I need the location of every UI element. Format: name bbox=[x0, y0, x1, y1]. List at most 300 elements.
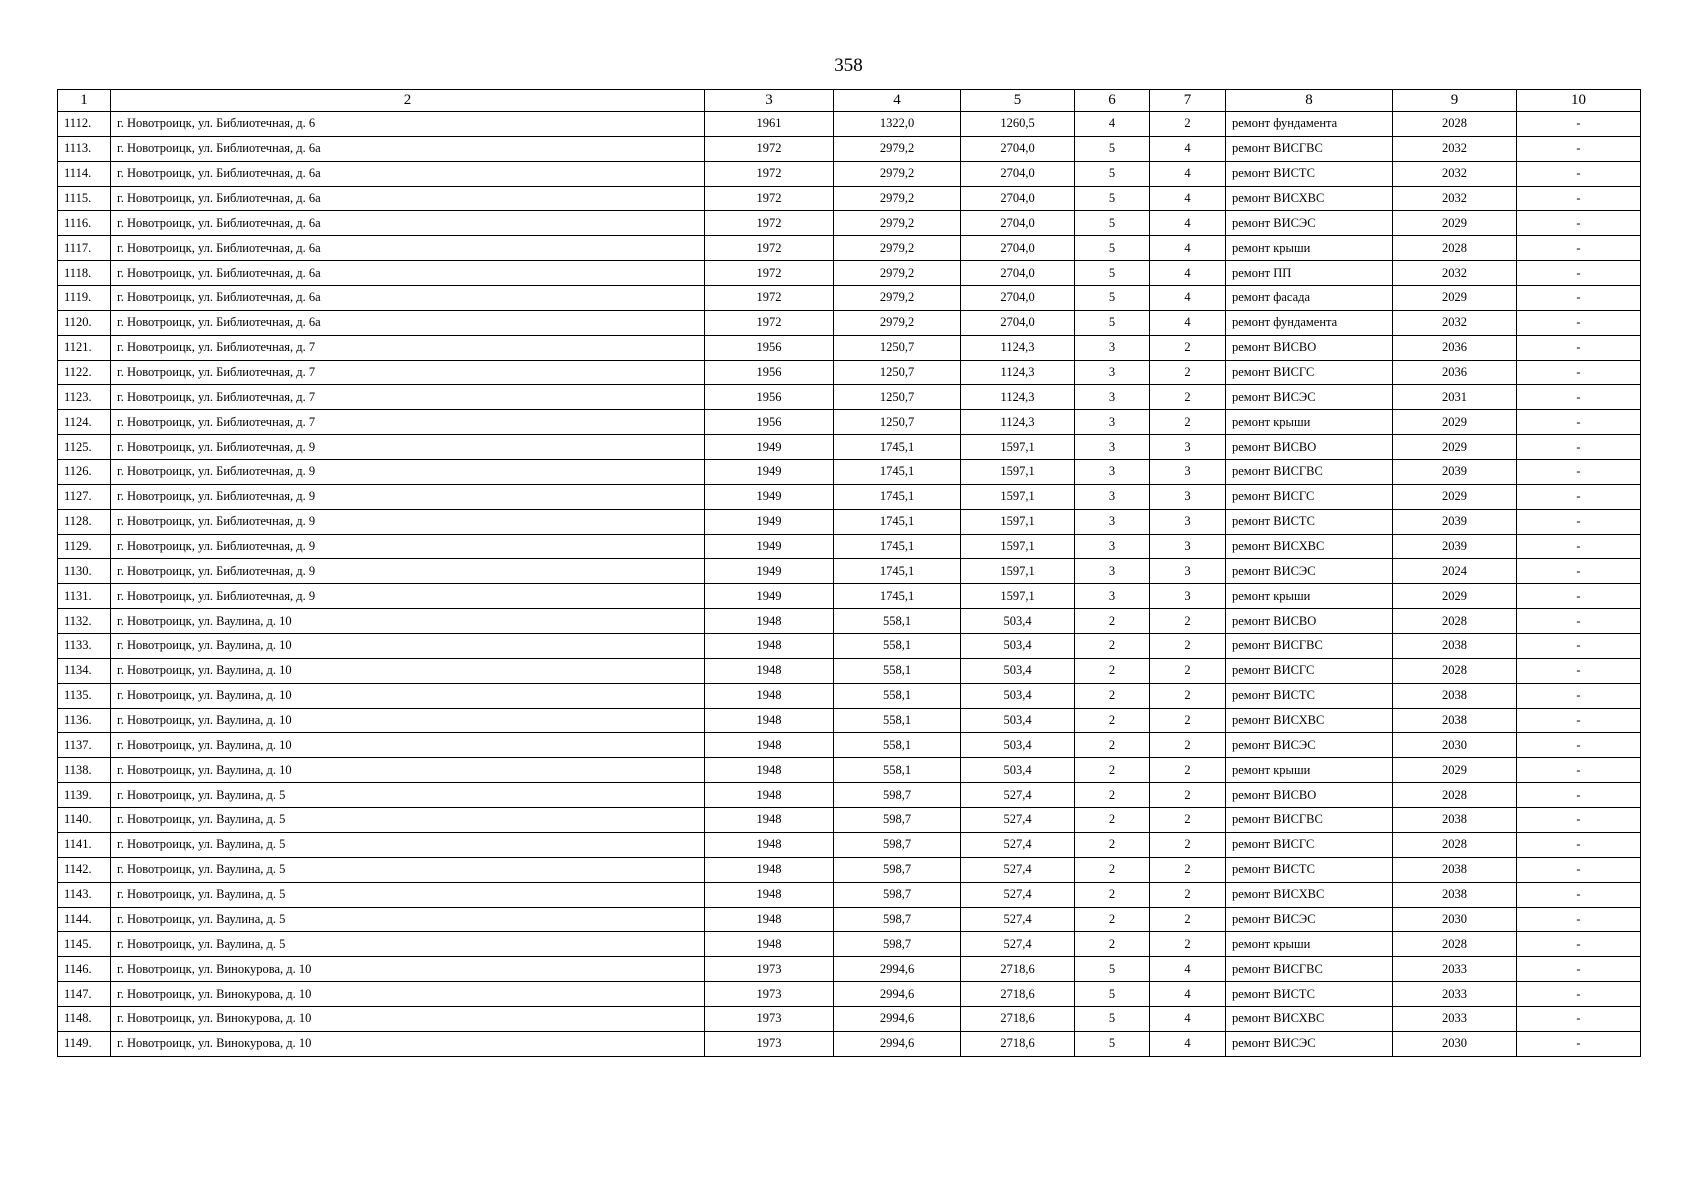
cell-year-built: 1972 bbox=[705, 211, 834, 236]
column-header-10: 10 bbox=[1517, 90, 1641, 112]
cell-year-built: 1948 bbox=[705, 932, 834, 957]
page-number: 358 bbox=[834, 55, 863, 76]
cell-entrances: 3 bbox=[1150, 534, 1226, 559]
table-row bbox=[58, 112, 1641, 137]
cell-total-area: 558,1 bbox=[834, 733, 961, 758]
cell-column-10: - bbox=[1517, 808, 1641, 833]
cell-living-area: 527,4 bbox=[961, 808, 1075, 833]
cell-planned-year: 2029 bbox=[1393, 584, 1517, 609]
cell-entrances: 4 bbox=[1150, 211, 1226, 236]
table-row bbox=[58, 136, 1641, 161]
cell-year-built: 1972 bbox=[705, 236, 834, 261]
cell-column-10: - bbox=[1517, 335, 1641, 360]
cell-total-area: 1250,7 bbox=[834, 410, 961, 435]
cell-year-built: 1972 bbox=[705, 136, 834, 161]
cell-entrances: 2 bbox=[1150, 708, 1226, 733]
table-row bbox=[58, 733, 1641, 758]
cell-row-number: 1112. bbox=[58, 112, 111, 137]
cell-living-area: 503,4 bbox=[961, 634, 1075, 659]
cell-work-type: ремонт ВИСТС bbox=[1226, 161, 1393, 186]
cell-planned-year: 2030 bbox=[1393, 1031, 1517, 1056]
cell-total-area: 2994,6 bbox=[834, 1031, 961, 1056]
cell-entrances: 2 bbox=[1150, 907, 1226, 932]
cell-address: г. Новотроицк, ул. Ваулина, д. 5 bbox=[111, 907, 705, 932]
cell-total-area: 598,7 bbox=[834, 808, 961, 833]
table-row bbox=[58, 310, 1641, 335]
cell-column-10: - bbox=[1517, 261, 1641, 286]
cell-column-10: - bbox=[1517, 857, 1641, 882]
cell-work-type: ремонт ВИСТС bbox=[1226, 509, 1393, 534]
column-header-6: 6 bbox=[1075, 90, 1150, 112]
cell-floors: 2 bbox=[1075, 708, 1150, 733]
cell-address: г. Новотроицк, ул. Библиотечная, д. 6а bbox=[111, 236, 705, 261]
cell-planned-year: 2032 bbox=[1393, 261, 1517, 286]
cell-address: г. Новотроицк, ул. Библиотечная, д. 6а bbox=[111, 211, 705, 236]
cell-work-type: ремонт ВИСХВС bbox=[1226, 186, 1393, 211]
cell-entrances: 2 bbox=[1150, 335, 1226, 360]
cell-column-10: - bbox=[1517, 708, 1641, 733]
cell-floors: 3 bbox=[1075, 534, 1150, 559]
cell-year-built: 1973 bbox=[705, 982, 834, 1007]
cell-address: г. Новотроицк, ул. Винокурова, д. 10 bbox=[111, 1006, 705, 1031]
cell-floors: 3 bbox=[1075, 385, 1150, 410]
cell-planned-year: 2038 bbox=[1393, 808, 1517, 833]
cell-row-number: 1123. bbox=[58, 385, 111, 410]
cell-column-10: - bbox=[1517, 832, 1641, 857]
cell-column-10: - bbox=[1517, 683, 1641, 708]
cell-column-10: - bbox=[1517, 286, 1641, 311]
cell-column-10: - bbox=[1517, 310, 1641, 335]
column-header-4: 4 bbox=[834, 90, 961, 112]
cell-row-number: 1117. bbox=[58, 236, 111, 261]
cell-year-built: 1972 bbox=[705, 186, 834, 211]
cell-entrances: 2 bbox=[1150, 683, 1226, 708]
cell-year-built: 1961 bbox=[705, 112, 834, 137]
cell-year-built: 1948 bbox=[705, 758, 834, 783]
cell-column-10: - bbox=[1517, 534, 1641, 559]
cell-row-number: 1130. bbox=[58, 559, 111, 584]
cell-planned-year: 2032 bbox=[1393, 161, 1517, 186]
cell-total-area: 1250,7 bbox=[834, 360, 961, 385]
cell-living-area: 2704,0 bbox=[961, 236, 1075, 261]
cell-year-built: 1948 bbox=[705, 683, 834, 708]
cell-row-number: 1127. bbox=[58, 484, 111, 509]
cell-row-number: 1113. bbox=[58, 136, 111, 161]
cell-floors: 5 bbox=[1075, 261, 1150, 286]
cell-work-type: ремонт ВИСВО bbox=[1226, 609, 1393, 634]
cell-entrances: 2 bbox=[1150, 832, 1226, 857]
cell-entrances: 2 bbox=[1150, 808, 1226, 833]
cell-planned-year: 2038 bbox=[1393, 634, 1517, 659]
cell-address: г. Новотроицк, ул. Библиотечная, д. 9 bbox=[111, 559, 705, 584]
cell-floors: 2 bbox=[1075, 882, 1150, 907]
cell-year-built: 1949 bbox=[705, 509, 834, 534]
cell-total-area: 558,1 bbox=[834, 658, 961, 683]
cell-year-built: 1972 bbox=[705, 261, 834, 286]
cell-total-area: 1745,1 bbox=[834, 584, 961, 609]
cell-living-area: 2704,0 bbox=[961, 286, 1075, 311]
cell-living-area: 1597,1 bbox=[961, 584, 1075, 609]
cell-floors: 2 bbox=[1075, 857, 1150, 882]
cell-work-type: ремонт ВИСГВС bbox=[1226, 957, 1393, 982]
table-row bbox=[58, 410, 1641, 435]
cell-column-10: - bbox=[1517, 385, 1641, 410]
cell-planned-year: 2029 bbox=[1393, 211, 1517, 236]
cell-address: г. Новотроицк, ул. Ваулина, д. 5 bbox=[111, 808, 705, 833]
table-row bbox=[58, 609, 1641, 634]
cell-floors: 3 bbox=[1075, 410, 1150, 435]
cell-year-built: 1948 bbox=[705, 882, 834, 907]
cell-entrances: 2 bbox=[1150, 112, 1226, 137]
cell-floors: 5 bbox=[1075, 136, 1150, 161]
table-row bbox=[58, 385, 1641, 410]
cell-floors: 3 bbox=[1075, 360, 1150, 385]
cell-planned-year: 2028 bbox=[1393, 236, 1517, 261]
cell-floors: 3 bbox=[1075, 460, 1150, 485]
cell-row-number: 1122. bbox=[58, 360, 111, 385]
cell-total-area: 598,7 bbox=[834, 882, 961, 907]
cell-planned-year: 2029 bbox=[1393, 286, 1517, 311]
cell-row-number: 1128. bbox=[58, 509, 111, 534]
cell-work-type: ремонт фасада bbox=[1226, 286, 1393, 311]
cell-column-10: - bbox=[1517, 236, 1641, 261]
cell-floors: 5 bbox=[1075, 236, 1150, 261]
cell-column-10: - bbox=[1517, 186, 1641, 211]
cell-entrances: 3 bbox=[1150, 460, 1226, 485]
cell-row-number: 1139. bbox=[58, 783, 111, 808]
cell-living-area: 2718,6 bbox=[961, 982, 1075, 1007]
cell-total-area: 2979,2 bbox=[834, 211, 961, 236]
cell-total-area: 1745,1 bbox=[834, 435, 961, 460]
cell-column-10: - bbox=[1517, 609, 1641, 634]
column-header-2: 2 bbox=[111, 90, 705, 112]
cell-entrances: 3 bbox=[1150, 509, 1226, 534]
cell-total-area: 598,7 bbox=[834, 832, 961, 857]
table-row bbox=[58, 484, 1641, 509]
cell-total-area: 558,1 bbox=[834, 609, 961, 634]
cell-year-built: 1956 bbox=[705, 335, 834, 360]
cell-row-number: 1132. bbox=[58, 609, 111, 634]
cell-entrances: 3 bbox=[1150, 559, 1226, 584]
cell-entrances: 2 bbox=[1150, 758, 1226, 783]
cell-address: г. Новотроицк, ул. Ваулина, д. 5 bbox=[111, 857, 705, 882]
table-row bbox=[58, 832, 1641, 857]
cell-work-type: ремонт ВИСХВС bbox=[1226, 534, 1393, 559]
cell-total-area: 558,1 bbox=[834, 708, 961, 733]
cell-address: г. Новотроицк, ул. Библиотечная, д. 7 bbox=[111, 410, 705, 435]
cell-planned-year: 2028 bbox=[1393, 932, 1517, 957]
cell-living-area: 2704,0 bbox=[961, 211, 1075, 236]
cell-planned-year: 2039 bbox=[1393, 534, 1517, 559]
cell-year-built: 1949 bbox=[705, 534, 834, 559]
cell-address: г. Новотроицк, ул. Винокурова, д. 10 bbox=[111, 1031, 705, 1056]
cell-entrances: 4 bbox=[1150, 310, 1226, 335]
cell-floors: 5 bbox=[1075, 1006, 1150, 1031]
cell-address: г. Новотроицк, ул. Библиотечная, д. 7 bbox=[111, 385, 705, 410]
cell-work-type: ремонт крыши bbox=[1226, 410, 1393, 435]
cell-floors: 3 bbox=[1075, 509, 1150, 534]
cell-living-area: 1124,3 bbox=[961, 410, 1075, 435]
cell-work-type: ремонт ВИСХВС bbox=[1226, 1006, 1393, 1031]
cell-entrances: 2 bbox=[1150, 658, 1226, 683]
table-row bbox=[58, 882, 1641, 907]
table-row bbox=[58, 211, 1641, 236]
cell-row-number: 1143. bbox=[58, 882, 111, 907]
cell-planned-year: 2036 bbox=[1393, 335, 1517, 360]
cell-year-built: 1972 bbox=[705, 310, 834, 335]
cell-work-type: ремонт ВИСГВС bbox=[1226, 808, 1393, 833]
cell-floors: 5 bbox=[1075, 310, 1150, 335]
cell-year-built: 1948 bbox=[705, 783, 834, 808]
cell-work-type: ремонт ВИСВО bbox=[1226, 783, 1393, 808]
cell-living-area: 2704,0 bbox=[961, 186, 1075, 211]
cell-address: г. Новотроицк, ул. Ваулина, д. 10 bbox=[111, 634, 705, 659]
table-row bbox=[58, 261, 1641, 286]
table-row bbox=[58, 460, 1641, 485]
cell-planned-year: 2024 bbox=[1393, 559, 1517, 584]
cell-floors: 5 bbox=[1075, 286, 1150, 311]
cell-row-number: 1142. bbox=[58, 857, 111, 882]
cell-row-number: 1118. bbox=[58, 261, 111, 286]
cell-address: г. Новотроицк, ул. Библиотечная, д. 6а bbox=[111, 310, 705, 335]
cell-entrances: 2 bbox=[1150, 857, 1226, 882]
cell-column-10: - bbox=[1517, 932, 1641, 957]
cell-work-type: ремонт ВИСТС bbox=[1226, 857, 1393, 882]
cell-planned-year: 2033 bbox=[1393, 1006, 1517, 1031]
cell-column-10: - bbox=[1517, 484, 1641, 509]
cell-floors: 3 bbox=[1075, 484, 1150, 509]
cell-address: г. Новотроицк, ул. Библиотечная, д. 7 bbox=[111, 360, 705, 385]
cell-address: г. Новотроицк, ул. Винокурова, д. 10 bbox=[111, 957, 705, 982]
cell-living-area: 1597,1 bbox=[961, 435, 1075, 460]
table-row bbox=[58, 758, 1641, 783]
cell-row-number: 1145. bbox=[58, 932, 111, 957]
cell-living-area: 503,4 bbox=[961, 658, 1075, 683]
cell-planned-year: 2038 bbox=[1393, 857, 1517, 882]
cell-address: г. Новотроицк, ул. Библиотечная, д. 9 bbox=[111, 460, 705, 485]
cell-living-area: 527,4 bbox=[961, 907, 1075, 932]
cell-column-10: - bbox=[1517, 982, 1641, 1007]
cell-work-type: ремонт ВИСХВС bbox=[1226, 708, 1393, 733]
cell-planned-year: 2039 bbox=[1393, 509, 1517, 534]
cell-living-area: 2704,0 bbox=[961, 161, 1075, 186]
cell-work-type: ремонт крыши bbox=[1226, 758, 1393, 783]
capital-repair-table bbox=[57, 89, 1641, 1057]
table-row bbox=[58, 658, 1641, 683]
table-row bbox=[58, 435, 1641, 460]
column-header-8: 8 bbox=[1226, 90, 1393, 112]
cell-living-area: 503,4 bbox=[961, 758, 1075, 783]
cell-work-type: ремонт ПП bbox=[1226, 261, 1393, 286]
cell-year-built: 1948 bbox=[705, 832, 834, 857]
cell-address: г. Новотроицк, ул. Ваулина, д. 10 bbox=[111, 609, 705, 634]
cell-entrances: 2 bbox=[1150, 385, 1226, 410]
cell-row-number: 1120. bbox=[58, 310, 111, 335]
cell-work-type: ремонт ВИСТС bbox=[1226, 683, 1393, 708]
cell-address: г. Новотроицк, ул. Ваулина, д. 5 bbox=[111, 932, 705, 957]
cell-total-area: 2979,2 bbox=[834, 161, 961, 186]
cell-year-built: 1972 bbox=[705, 286, 834, 311]
cell-row-number: 1135. bbox=[58, 683, 111, 708]
table-row bbox=[58, 559, 1641, 584]
cell-floors: 2 bbox=[1075, 733, 1150, 758]
cell-entrances: 4 bbox=[1150, 1031, 1226, 1056]
cell-year-built: 1948 bbox=[705, 857, 834, 882]
cell-row-number: 1137. bbox=[58, 733, 111, 758]
cell-column-10: - bbox=[1517, 907, 1641, 932]
cell-entrances: 2 bbox=[1150, 733, 1226, 758]
cell-row-number: 1149. bbox=[58, 1031, 111, 1056]
cell-column-10: - bbox=[1517, 584, 1641, 609]
cell-floors: 2 bbox=[1075, 683, 1150, 708]
cell-row-number: 1147. bbox=[58, 982, 111, 1007]
cell-planned-year: 2031 bbox=[1393, 385, 1517, 410]
cell-address: г. Новотроицк, ул. Ваулина, д. 5 bbox=[111, 832, 705, 857]
column-header-9: 9 bbox=[1393, 90, 1517, 112]
cell-floors: 3 bbox=[1075, 559, 1150, 584]
cell-row-number: 1136. bbox=[58, 708, 111, 733]
cell-work-type: ремонт ВИСГС bbox=[1226, 360, 1393, 385]
cell-work-type: ремонт крыши bbox=[1226, 932, 1393, 957]
cell-living-area: 527,4 bbox=[961, 832, 1075, 857]
cell-column-10: - bbox=[1517, 634, 1641, 659]
cell-living-area: 2718,6 bbox=[961, 1031, 1075, 1056]
cell-entrances: 2 bbox=[1150, 410, 1226, 435]
cell-total-area: 1250,7 bbox=[834, 335, 961, 360]
cell-planned-year: 2028 bbox=[1393, 658, 1517, 683]
cell-total-area: 2994,6 bbox=[834, 957, 961, 982]
cell-row-number: 1140. bbox=[58, 808, 111, 833]
cell-planned-year: 2032 bbox=[1393, 186, 1517, 211]
cell-living-area: 1124,3 bbox=[961, 385, 1075, 410]
cell-total-area: 2979,2 bbox=[834, 186, 961, 211]
cell-total-area: 1745,1 bbox=[834, 534, 961, 559]
header-row bbox=[58, 90, 1641, 112]
cell-column-10: - bbox=[1517, 957, 1641, 982]
cell-total-area: 2979,2 bbox=[834, 286, 961, 311]
table-row bbox=[58, 683, 1641, 708]
cell-address: г. Новотроицк, ул. Винокурова, д. 10 bbox=[111, 982, 705, 1007]
cell-entrances: 4 bbox=[1150, 186, 1226, 211]
cell-year-built: 1948 bbox=[705, 708, 834, 733]
cell-year-built: 1948 bbox=[705, 658, 834, 683]
cell-work-type: ремонт фундамента bbox=[1226, 310, 1393, 335]
cell-entrances: 4 bbox=[1150, 136, 1226, 161]
cell-planned-year: 2039 bbox=[1393, 460, 1517, 485]
cell-living-area: 2704,0 bbox=[961, 310, 1075, 335]
cell-living-area: 2704,0 bbox=[961, 261, 1075, 286]
cell-year-built: 1949 bbox=[705, 484, 834, 509]
cell-total-area: 2994,6 bbox=[834, 982, 961, 1007]
cell-planned-year: 2028 bbox=[1393, 112, 1517, 137]
cell-entrances: 4 bbox=[1150, 236, 1226, 261]
table-row bbox=[58, 360, 1641, 385]
table-row bbox=[58, 982, 1641, 1007]
table-row bbox=[58, 932, 1641, 957]
cell-living-area: 1597,1 bbox=[961, 460, 1075, 485]
cell-total-area: 598,7 bbox=[834, 857, 961, 882]
cell-entrances: 2 bbox=[1150, 882, 1226, 907]
cell-work-type: ремонт ВИСЭС bbox=[1226, 559, 1393, 584]
cell-planned-year: 2038 bbox=[1393, 882, 1517, 907]
cell-floors: 5 bbox=[1075, 186, 1150, 211]
cell-floors: 4 bbox=[1075, 112, 1150, 137]
cell-address: г. Новотроицк, ул. Библиотечная, д. 7 bbox=[111, 335, 705, 360]
cell-floors: 2 bbox=[1075, 783, 1150, 808]
cell-address: г. Новотроицк, ул. Ваулина, д. 10 bbox=[111, 733, 705, 758]
cell-planned-year: 2038 bbox=[1393, 708, 1517, 733]
cell-column-10: - bbox=[1517, 758, 1641, 783]
cell-address: г. Новотроицк, ул. Ваулина, д. 5 bbox=[111, 882, 705, 907]
cell-year-built: 1973 bbox=[705, 1031, 834, 1056]
cell-work-type: ремонт ВИСГС bbox=[1226, 484, 1393, 509]
cell-address: г. Новотроицк, ул. Ваулина, д. 10 bbox=[111, 708, 705, 733]
cell-column-10: - bbox=[1517, 733, 1641, 758]
cell-work-type: ремонт ВИСЭС bbox=[1226, 385, 1393, 410]
cell-row-number: 1116. bbox=[58, 211, 111, 236]
table-row bbox=[58, 161, 1641, 186]
cell-living-area: 1597,1 bbox=[961, 534, 1075, 559]
cell-floors: 2 bbox=[1075, 758, 1150, 783]
table-row bbox=[58, 907, 1641, 932]
cell-year-built: 1949 bbox=[705, 460, 834, 485]
cell-living-area: 1597,1 bbox=[961, 484, 1075, 509]
cell-row-number: 1146. bbox=[58, 957, 111, 982]
cell-row-number: 1126. bbox=[58, 460, 111, 485]
table-body bbox=[58, 112, 1641, 1057]
cell-entrances: 2 bbox=[1150, 932, 1226, 957]
cell-total-area: 598,7 bbox=[834, 907, 961, 932]
column-header-5: 5 bbox=[961, 90, 1075, 112]
table-row bbox=[58, 584, 1641, 609]
cell-entrances: 4 bbox=[1150, 1006, 1226, 1031]
cell-row-number: 1131. bbox=[58, 584, 111, 609]
cell-entrances: 2 bbox=[1150, 783, 1226, 808]
cell-work-type: ремонт ВИСГВС bbox=[1226, 460, 1393, 485]
cell-row-number: 1124. bbox=[58, 410, 111, 435]
cell-total-area: 1745,1 bbox=[834, 509, 961, 534]
cell-row-number: 1121. bbox=[58, 335, 111, 360]
column-header-1: 1 bbox=[58, 90, 111, 112]
cell-floors: 5 bbox=[1075, 211, 1150, 236]
cell-year-built: 1949 bbox=[705, 559, 834, 584]
cell-floors: 3 bbox=[1075, 584, 1150, 609]
cell-year-built: 1948 bbox=[705, 733, 834, 758]
cell-column-10: - bbox=[1517, 658, 1641, 683]
cell-address: г. Новотроицк, ул. Библиотечная, д. 6а bbox=[111, 186, 705, 211]
cell-address: г. Новотроицк, ул. Ваулина, д. 10 bbox=[111, 758, 705, 783]
cell-total-area: 1322,0 bbox=[834, 112, 961, 137]
cell-entrances: 3 bbox=[1150, 435, 1226, 460]
cell-row-number: 1133. bbox=[58, 634, 111, 659]
cell-year-built: 1956 bbox=[705, 385, 834, 410]
cell-work-type: ремонт ВИСТС bbox=[1226, 982, 1393, 1007]
cell-floors: 2 bbox=[1075, 932, 1150, 957]
cell-living-area: 2718,6 bbox=[961, 957, 1075, 982]
cell-address: г. Новотроицк, ул. Библиотечная, д. 6 bbox=[111, 112, 705, 137]
cell-work-type: ремонт ВИСГС bbox=[1226, 658, 1393, 683]
cell-row-number: 1141. bbox=[58, 832, 111, 857]
cell-work-type: ремонт ВИСЭС bbox=[1226, 733, 1393, 758]
table-row bbox=[58, 783, 1641, 808]
cell-planned-year: 2032 bbox=[1393, 136, 1517, 161]
cell-total-area: 598,7 bbox=[834, 932, 961, 957]
cell-row-number: 1115. bbox=[58, 186, 111, 211]
cell-living-area: 527,4 bbox=[961, 857, 1075, 882]
cell-year-built: 1973 bbox=[705, 957, 834, 982]
cell-address: г. Новотроицк, ул. Ваулина, д. 10 bbox=[111, 683, 705, 708]
cell-address: г. Новотроицк, ул. Библиотечная, д. 6а bbox=[111, 261, 705, 286]
